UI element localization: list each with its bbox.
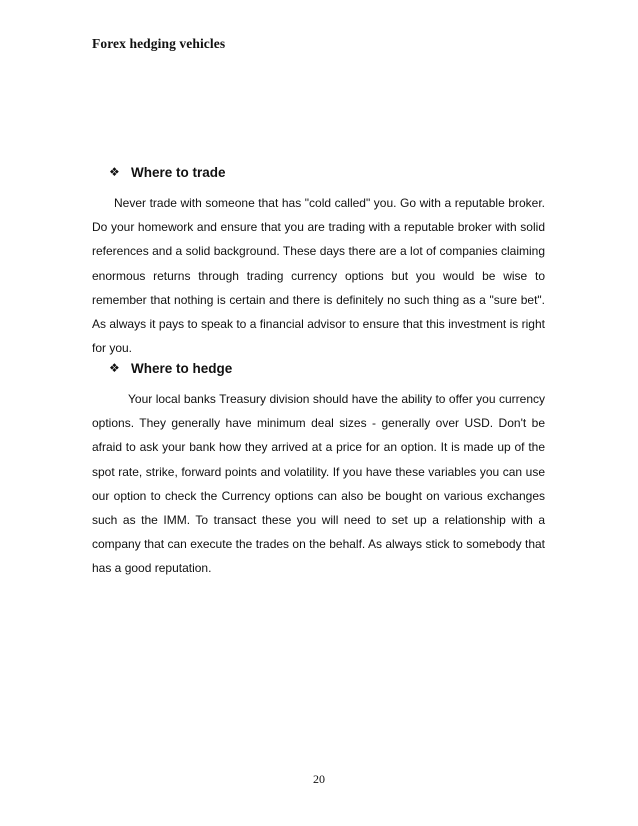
section-where-to-hedge bbox=[92, 358, 545, 581]
page-number: 20 bbox=[313, 772, 325, 786]
section-body-text: Never trade with someone that has "cold called" you. Go with a reputable broker. Do your homework and ensure that you are trading with a reputable broker with solid references and a solid background. These days there are a lot of companies claiming enormous returns through trading currency options but you would be wise to remember that nothing is certain and there is definitely no such thing as a "sure bet". As always it pays to speak to a financial advisor to ensure that this investment is right for you. bbox=[92, 196, 545, 356]
page-header-title: Forex hedging vehicles bbox=[92, 36, 226, 51]
section-where-to-trade bbox=[92, 162, 545, 360]
diamond-bullet-icon: ❖ bbox=[109, 361, 120, 375]
section-heading-text: Where to hedge bbox=[131, 360, 233, 376]
section-heading bbox=[109, 162, 545, 182]
section-heading bbox=[109, 358, 545, 378]
diamond-bullet-icon: ❖ bbox=[109, 165, 120, 179]
section-heading-text: Where to trade bbox=[131, 164, 226, 180]
section-body-text: Your local banks Treasury division should have the ability to offer you currency options. They generally have minimum deal sizes - generally over USD. Don't be afraid to ask your bank how they arrived at a price for an option. It is made up of the spot rate, strike, forward points and volatility. If you have these variables you can use our option to check the Currency options can also be bought on various exchanges such as the IMM. To transact these you will need to set up a relationship with a company that can execute the trades on the behalf. As always stick to somebody that has a good reputation. bbox=[92, 392, 545, 576]
